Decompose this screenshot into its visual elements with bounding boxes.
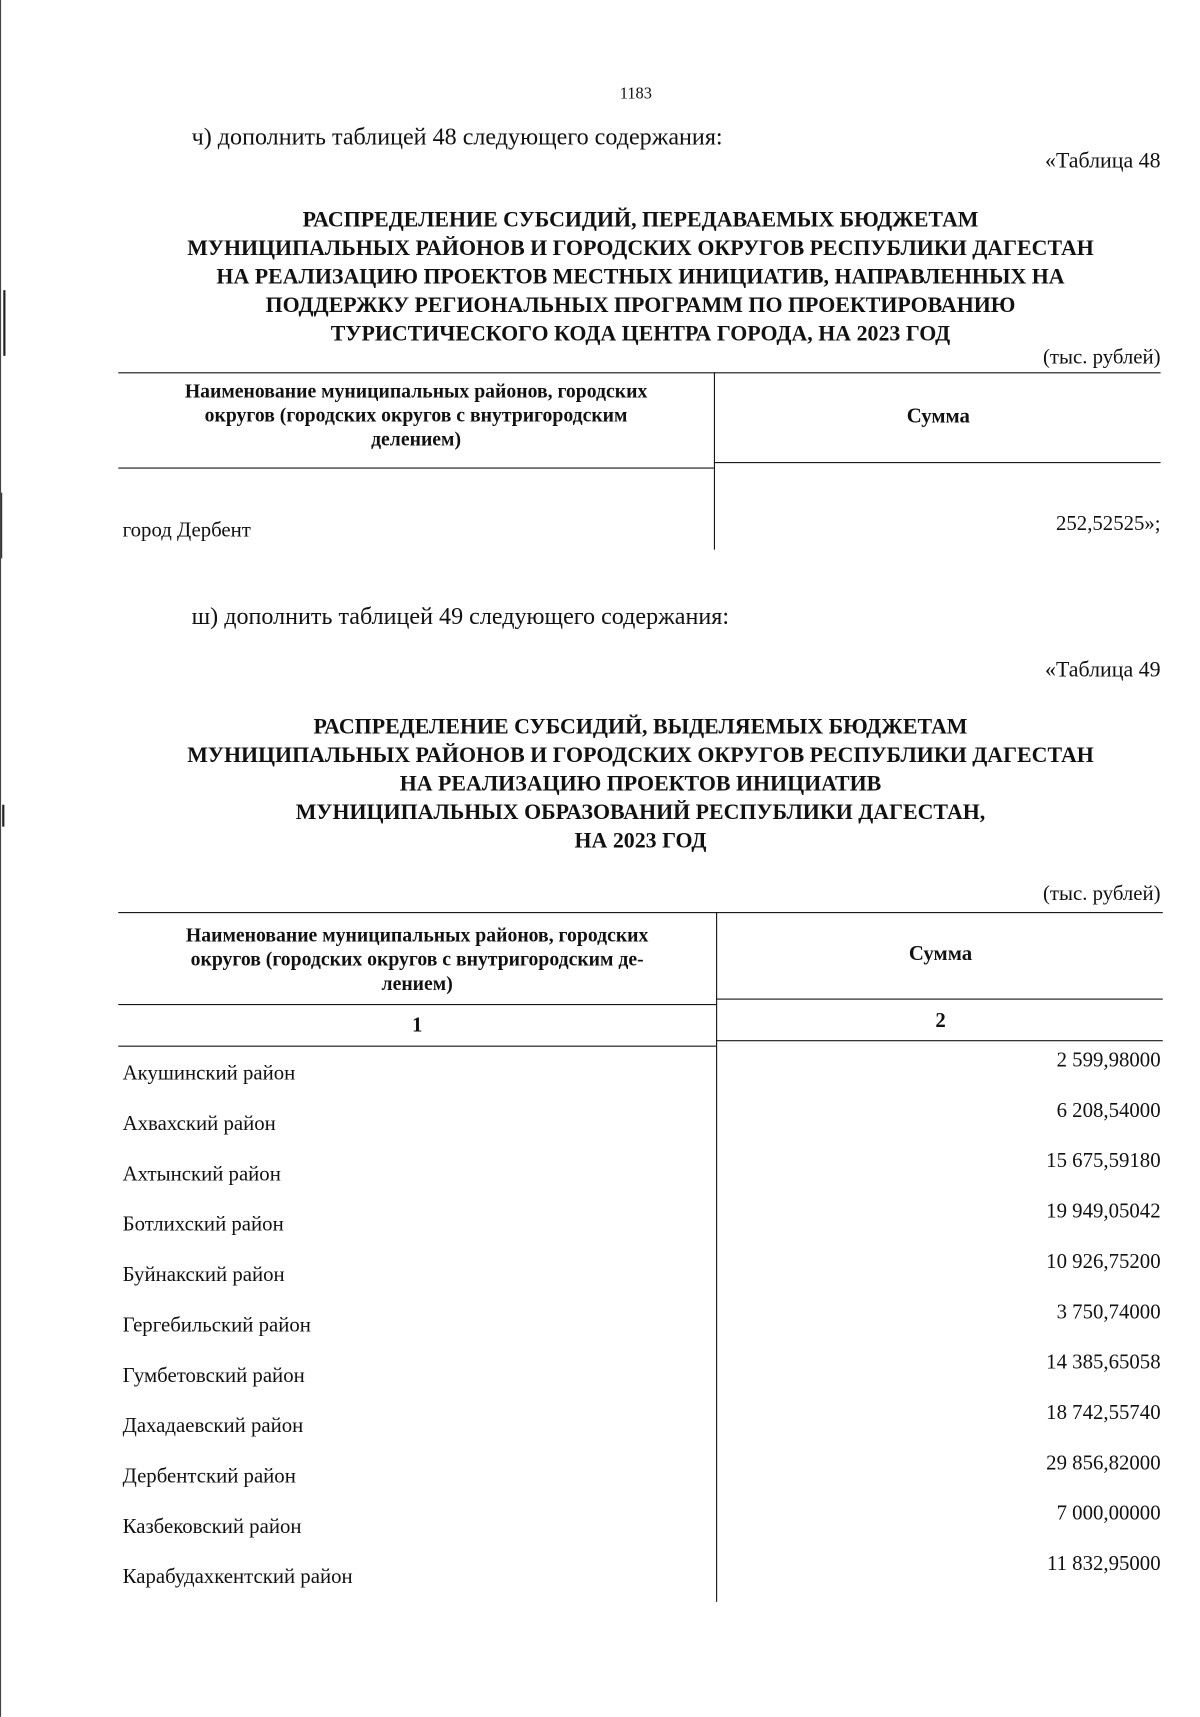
district-sum: 18 742,55740 xyxy=(1046,1401,1161,1425)
district-name: Гумбетовский район xyxy=(122,1364,305,1388)
district-sum: 7 000,00000 xyxy=(1056,1502,1161,1526)
table-48-row-value: 252,52525»; xyxy=(1055,512,1161,536)
title-line: РАСПРЕДЕЛЕНИЕ СУБСИДИЙ, ПЕРЕДАВАЕМЫХ БЮДЖЕТАМ xyxy=(302,208,979,233)
table-48-title xyxy=(99,206,1183,348)
table-49-header-name: Наименование муниципальных районов, городских округов (городских округов с внутригородским де- лением) xyxy=(185,924,649,995)
district-sum: 10 926,75200 xyxy=(1046,1250,1161,1274)
table-49-top-border xyxy=(118,912,1163,913)
table-49-header-border xyxy=(716,999,1163,1000)
table-49-header-border xyxy=(118,1004,716,1005)
district-sum: 19 949,05042 xyxy=(1046,1200,1161,1224)
title-line: ТУРИСТИЧЕСКОГО КОДА ЦЕНТРА ГОРОДА, НА 2023 ГОД xyxy=(330,321,951,346)
table-48-column-divider xyxy=(714,372,715,549)
table-row xyxy=(0,1250,1200,1300)
table-48-row-name: город Дербент xyxy=(122,518,251,542)
table-row xyxy=(0,1049,1200,1099)
page-number: 1183 xyxy=(619,85,652,103)
title-line: ПОДДЕРЖКУ РЕГИОНАЛЬНЫХ ПРОГРАММ ПО ПРОЕКТИРОВАНИЮ xyxy=(265,293,1016,318)
table-49-body xyxy=(0,1049,1200,1603)
section-sh-intro: ш) дополнить таблицей 49 следующего содержания: xyxy=(191,602,730,630)
district-name: Карабудахкентский район xyxy=(122,1565,353,1589)
table-49-colnum-border xyxy=(716,1040,1163,1041)
district-name: Дахадаевский район xyxy=(122,1414,304,1438)
table-row xyxy=(0,1401,1200,1451)
title-line: НА РЕАЛИЗАЦИЮ ПРОЕКТОВ МЕСТНЫХ ИНИЦИАТИВ, НАПРАВЛЕННЫХ НА xyxy=(216,264,1065,290)
district-name: Акушинский район xyxy=(122,1062,296,1086)
scan-edge-mark xyxy=(2,805,4,827)
table-row xyxy=(0,1200,1200,1250)
title-line: МУНИЦИПАЛЬНЫХ РАЙОНОВ И ГОРОДСКИХ ОКРУГОВ РЕСПУБЛИКИ ДАГЕСТАН xyxy=(187,236,1094,261)
table-row xyxy=(0,1502,1200,1552)
table-48-header-name: Наименование муниципальных районов, городских округов (городских округов с внутригородским делением) xyxy=(184,379,648,451)
table-row xyxy=(0,1452,1200,1502)
table-48-header-sum: Сумма xyxy=(906,405,970,429)
table-48-header-border xyxy=(118,468,714,469)
title-line: МУНИЦИПАЛЬНЫХ ОБРАЗОВАНИЙ РЕСПУБЛИКИ ДАГЕСТАН, xyxy=(295,800,986,825)
table-48-top-border xyxy=(118,372,1160,373)
scan-edge-mark xyxy=(1,493,2,559)
district-name: Ахтынский район xyxy=(122,1162,281,1186)
table-48-label: «Таблица 48 xyxy=(1045,148,1161,173)
table-48-header-border xyxy=(714,462,1161,463)
table-49-colnum-2: 2 xyxy=(935,1009,946,1033)
table-49-header-sum: Сумма xyxy=(908,942,973,966)
district-name: Гергебильский район xyxy=(122,1313,311,1337)
district-sum: 29 856,82000 xyxy=(1046,1451,1161,1475)
title-line: МУНИЦИПАЛЬНЫХ РАЙОНОВ И ГОРОДСКИХ ОКРУГОВ РЕСПУБЛИКИ ДАГЕСТАН xyxy=(187,743,1094,768)
district-name: Ахвахский район xyxy=(122,1112,276,1136)
district-sum: 6 208,54000 xyxy=(1056,1099,1161,1123)
table-row xyxy=(0,1301,1200,1351)
table-row xyxy=(0,1351,1200,1401)
district-sum: 2 599,98000 xyxy=(1056,1048,1161,1072)
table-49-colnum-1: 1 xyxy=(411,1013,423,1037)
district-name: Ботлихский район xyxy=(122,1213,284,1237)
district-name: Дербентский район xyxy=(122,1464,296,1488)
district-sum: 15 675,59180 xyxy=(1046,1149,1161,1173)
table-49-label: «Таблица 49 xyxy=(1045,658,1161,683)
table-49-colnum-border xyxy=(118,1046,716,1047)
table-row xyxy=(0,1099,1200,1149)
table-49-units: (тыс. рублей) xyxy=(1042,882,1161,906)
district-name: Казбековский район xyxy=(122,1515,302,1539)
title-line: НА РЕАЛИЗАЦИЮ ПРОЕКТОВ ИНИЦИАТИВ xyxy=(399,771,882,796)
district-sum: 14 385,65058 xyxy=(1046,1351,1161,1375)
title-line: НА 2023 ГОД xyxy=(574,828,707,853)
district-sum: 11 832,95000 xyxy=(1046,1552,1161,1576)
scan-edge-mark xyxy=(3,290,5,356)
table-49-title xyxy=(99,713,1183,855)
title-line: РАСПРЕДЕЛЕНИЕ СУБСИДИЙ, ВЫДЕЛЯЕМЫХ БЮДЖЕТАМ xyxy=(313,714,968,740)
table-row xyxy=(0,1553,1200,1603)
district-name: Буйнакский район xyxy=(122,1263,285,1287)
table-row xyxy=(0,1150,1200,1200)
table-48-units: (тыс. рублей) xyxy=(1042,345,1161,369)
district-sum: 3 750,74000 xyxy=(1056,1300,1161,1324)
section-ch-intro: ч) дополнить таблицей 48 следующего содержания: xyxy=(191,122,723,151)
